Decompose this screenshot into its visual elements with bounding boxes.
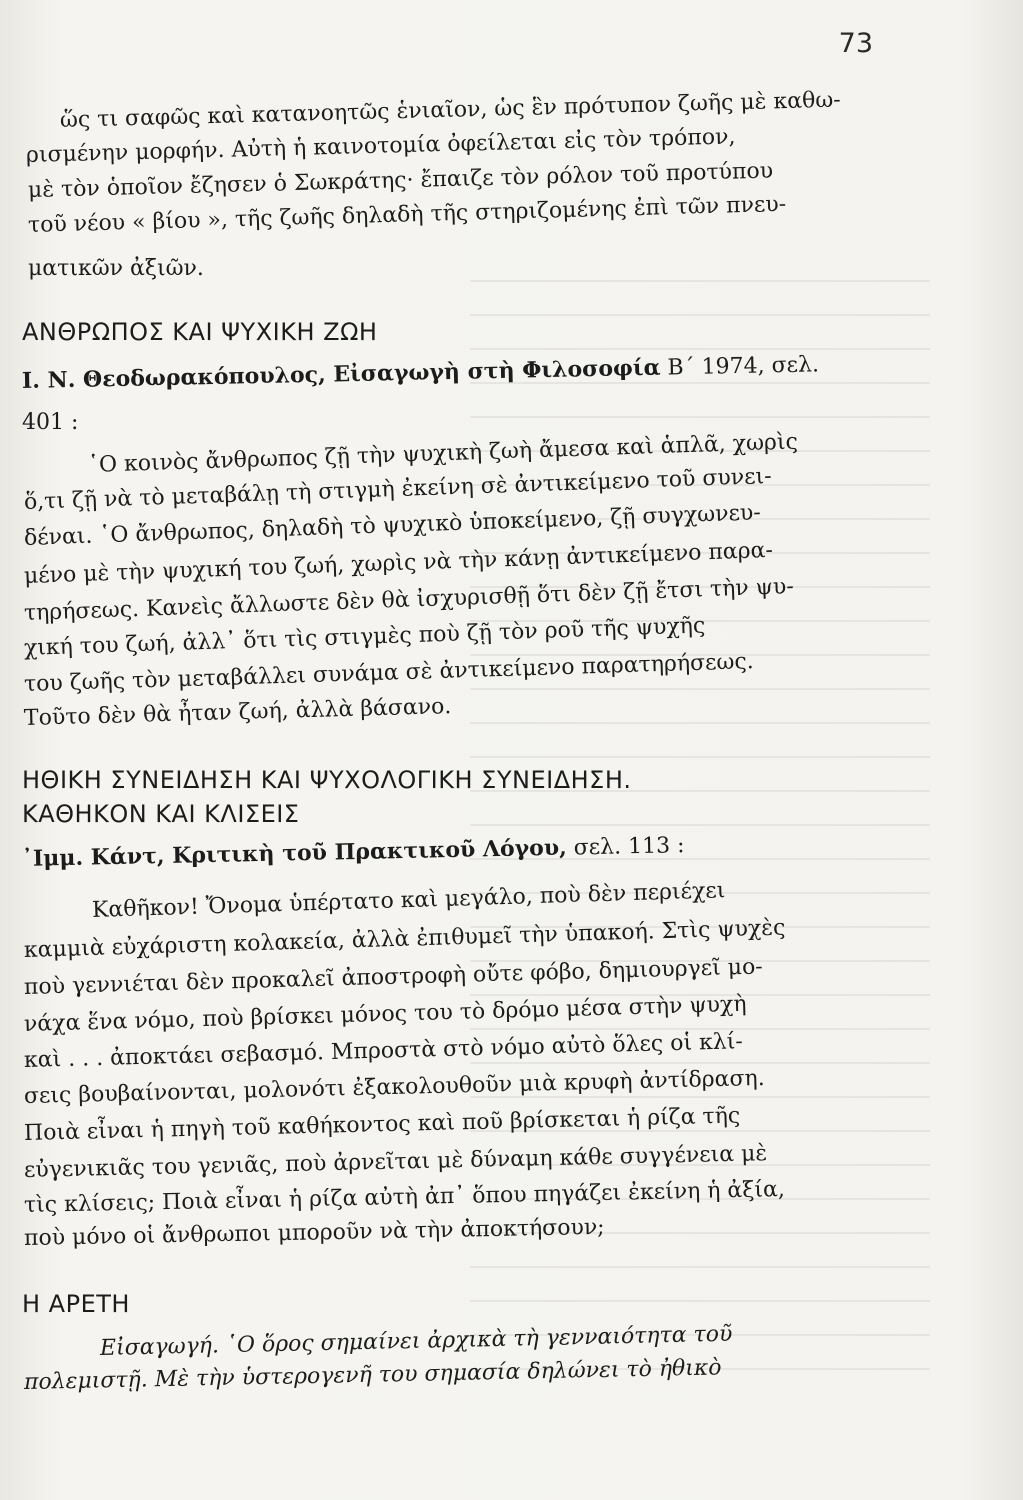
- section-heading: ΚΑΘΗΚΟΝ ΚΑΙ ΚΛΙΣΕΙΣ: [22, 800, 300, 828]
- citation-page: 401 :: [22, 410, 79, 435]
- text-line: Τοῦτο δὲν θὰ ἦταν ζωή, ἀλλὰ βάσανο.: [23, 694, 452, 731]
- citation-details: Β΄ 1974, σελ.: [660, 352, 820, 381]
- text-line: εὐγενικιᾶς του γενιᾶς, ποὺ ἀρνεῖται μὲ δύναμη κάθε συγγένεια μὲ: [23, 1141, 768, 1183]
- text-line: πολεμιστῇ. Μὲ τὴν ὑστερογενῆ του σημασία δηλώνει τὸ ἠθικὸ: [23, 1355, 722, 1395]
- citation-details: σελ. 113 :: [566, 833, 685, 861]
- section-heading: Η ΑΡΕΤΗ: [22, 1290, 130, 1318]
- text-line: ὥς τι σαφῶς καὶ κατανοητῶς ἑνιαῖον, ὡς ἓν πρότυπον ζωῆς μὲ καθω-: [59, 87, 841, 133]
- text-line: Καθῆκον! Ὄνομα ὑπέρτατο καὶ μεγάλο, ποὺ δὲν περιέχει: [91, 878, 726, 923]
- text-line: καμμιὰ εὐχάριστη κολακεία, ἀλλὰ ἐπιθυμεῖ τὴν ὑπακοή. Στὶς ψυχὲς: [23, 915, 786, 963]
- text-line: του ζωῆς τὸν μεταβάλλει συνάμα σὲ ἀντικείμενο παρατηρήσεως.: [23, 649, 755, 697]
- text-line: μὲ τὸν ὁποῖον ἔζησεν ὁ Σωκράτης· ἔπαιζε τὸν ρόλον τοῦ προτύπου: [27, 158, 774, 203]
- text-line: καὶ . . . ἀποκτάει σεβασμό. Μπροστὰ στὸ νόμο αὐτὸ ὅλες οἱ κλί-: [23, 1029, 744, 1073]
- citation-author-title: Ι. Ν. Θεοδωρακόπουλος, Εἰσαγωγὴ στὴ Φιλοσοφία: [21, 354, 661, 394]
- text-line: τηρήσεως. Κανεὶς ἄλλωστε δὲν θὰ ἰσχυρισθῇ ὅτι δὲν ζῇ ἔτσι τὴν ψυ-: [23, 574, 795, 626]
- text-line: ὅ,τι ζῇ νὰ τὸ μεταβάλῃ τὴ στιγμὴ ἐκείνη σὲ ἀντικείμενο τοῦ συνει-: [23, 463, 772, 515]
- text-line: ποὺ μόνο οἱ ἄνθρωποι μποροῦν νὰ τὴν ἀποκτήσουν;: [23, 1214, 605, 1251]
- text-line: τοῦ νέου « βίου », τῆς ζωῆς δηλαδὴ τῆς στηριζομένης ἐπὶ τῶν πνευ-: [27, 191, 787, 238]
- text-line: δέναι. ῾Ο ἄνθρωπος, δηλαδὴ τὸ ψυχικὸ ὑποκείμενο, ζῇ συγχωνευ-: [23, 500, 762, 551]
- citation-author-title: ᾽Ιμμ. Κάντ, Κριτικὴ τοῦ Πρακτικοῦ Λόγου,: [21, 834, 568, 872]
- section-heading: ΗΘΙΚΗ ΣΥΝΕΙΔΗΣΗ ΚΑΙ ΨΥΧΟΛΟΓΙΚΗ ΣΥΝΕΙΔΗΣΗ.: [22, 766, 632, 794]
- text-line: Εἰσαγωγή. ῾Ο ὅρος σημαίνει ἀρχικὰ τὴ γενναιότητα τοῦ: [99, 1321, 733, 1361]
- text-line: μένο μὲ τὴν ψυχική του ζωή, χωρὶς νὰ τὴν κάνῃ ἀντικείμενο παρα-: [23, 537, 774, 589]
- text-line: χική του ζωή, ἀλλ᾽ ὅτι τὶς στιγμὲς ποὺ ζῇ τὸν ροῦ τῆς ψυχῆς: [23, 613, 706, 661]
- text-line: ρισμένην μορφήν. Αὐτὴ ἡ καινοτομία ὀφείλεται εἰς τὸν τρόπον,: [25, 124, 736, 168]
- text-line: Ποιὰ εἶναι ἡ πηγὴ τοῦ καθήκοντος καὶ ποῦ βρίσκεται ἡ ρίζα τῆς: [23, 1103, 741, 1146]
- text-line: τὶς κλίσεις; Ποιὰ εἶναι ἡ ρίζα αὐτὴ ἀπ᾽ ὅπου πηγάζει ἐκείνη ἡ ἀξία,: [23, 1177, 786, 1218]
- text-line: νάχα ἕνα νόμο, ποὺ βρίσκει μόνος του τὸ δρόμο μέσα στὴν ψυχὴ: [23, 991, 747, 1037]
- text-line: ῾Ο κοινὸς ἄνθρωπος ζῇ τὴν ψυχικὴ ζωὴ ἄμεσα καὶ ἁπλᾶ, χωρὶς: [87, 429, 799, 478]
- citation: [22, 353, 819, 393]
- text-line: ματικῶν ἀξιῶν.: [28, 256, 204, 281]
- section-heading: ΑΝΘΡΩΠΟΣ ΚΑΙ ΨΥΧΙΚΗ ΖΩΗ: [22, 318, 378, 346]
- text-line: σεις βουβαίνονται, μολονότι ἐξακολουθοῦν μιὰ κρυφὴ ἀντίδραση.: [23, 1065, 765, 1109]
- text-line: ποὺ γεννιέται δὲν προκαλεῖ ἀποστροφὴ οὔτε φόβο, δημιουργεῖ μο-: [23, 954, 764, 1000]
- page-number: 73: [838, 28, 873, 59]
- citation: [22, 834, 685, 871]
